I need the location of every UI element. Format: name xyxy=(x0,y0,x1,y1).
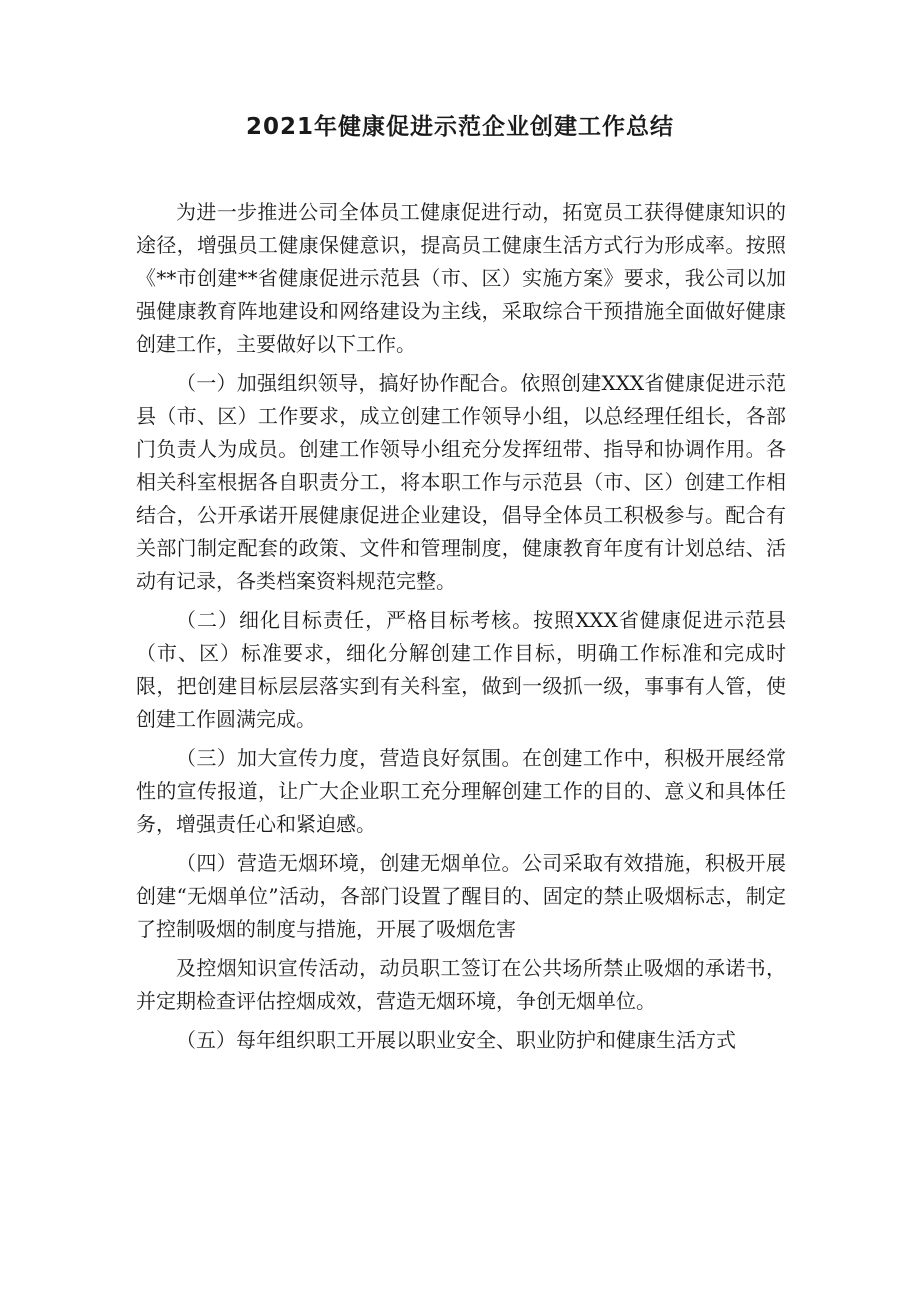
paragraph-section-4-continued: 及控烟知识宣传活动，动员职工签订在公共场所禁止吸烟的承诺书，并定期检查评估控烟成效，营造无烟环境，争创无烟单位。 xyxy=(136,956,786,1013)
paragraph-section-2: （二）细化目标责任，严格目标考核。按照XXX省健康促进示范县（市、区）标准要求，细化分解创建工作目标，明确工作标准和完成时限，把创建目标层层落实到有关科室，做到一级抓一级，事事有人管，使创建工作圆满完成。 xyxy=(136,608,786,731)
paragraph-section-1: （一）加强组织领导，搞好协作配合。依照创建XXX省健康促进示范县（市、区）工作要求，成立创建工作领导小组，以总经理任组长，各部门负责人为成员。创建工作领导小组充分发挥纽带、指导和协调作用。各相关科室根据各自职责分工，将本职工作与示范县（市、区）创建工作相结合，公开承诺开展健康促进企业建设，倡导全体员工积极参与。配合有关部门制定配套的政策、文件和管理制度，健康教育年度有计划总结、活动有记录，各类档案资料规范完整。 xyxy=(136,371,786,593)
document-body xyxy=(136,196,786,1063)
paragraph-intro: 为进一步推进公司全体员工健康促进行动，拓宽员工获得健康知识的途径，增强员工健康保健意识，提高员工健康生活方式行为形成率。按照《**市创建**省健康促进示范县（市、区）实施方案》要求，我公司以加强健康教育阵地建设和网络建设为主线，采取综合干预措施全面做好健康创建工作，主要做好以下工作。 xyxy=(136,200,786,356)
paragraph-section-5: （五）每年组织职工开展以职业安全、职业防护和健康生活方式 xyxy=(176,1028,736,1052)
document-title: 2021年健康促进示范企业创建工作总结 xyxy=(245,114,674,140)
paragraph-section-3: （三）加大宣传力度，营造良好氛围。在创建工作中，积极开展经常性的宣传报道，让广大企业职工充分理解创建工作的目的、意义和具体任务，增强责任心和紧迫感。 xyxy=(136,746,786,836)
paragraph-section-4: （四）营造无烟环境，创建无烟单位。公司采取有效措施，积极开展创建“无烟单位”活动，各部门设置了醒目的、固定的禁止吸烟标志，制定了控制吸烟的制度与措施，开展了吸烟危害 xyxy=(136,851,786,941)
